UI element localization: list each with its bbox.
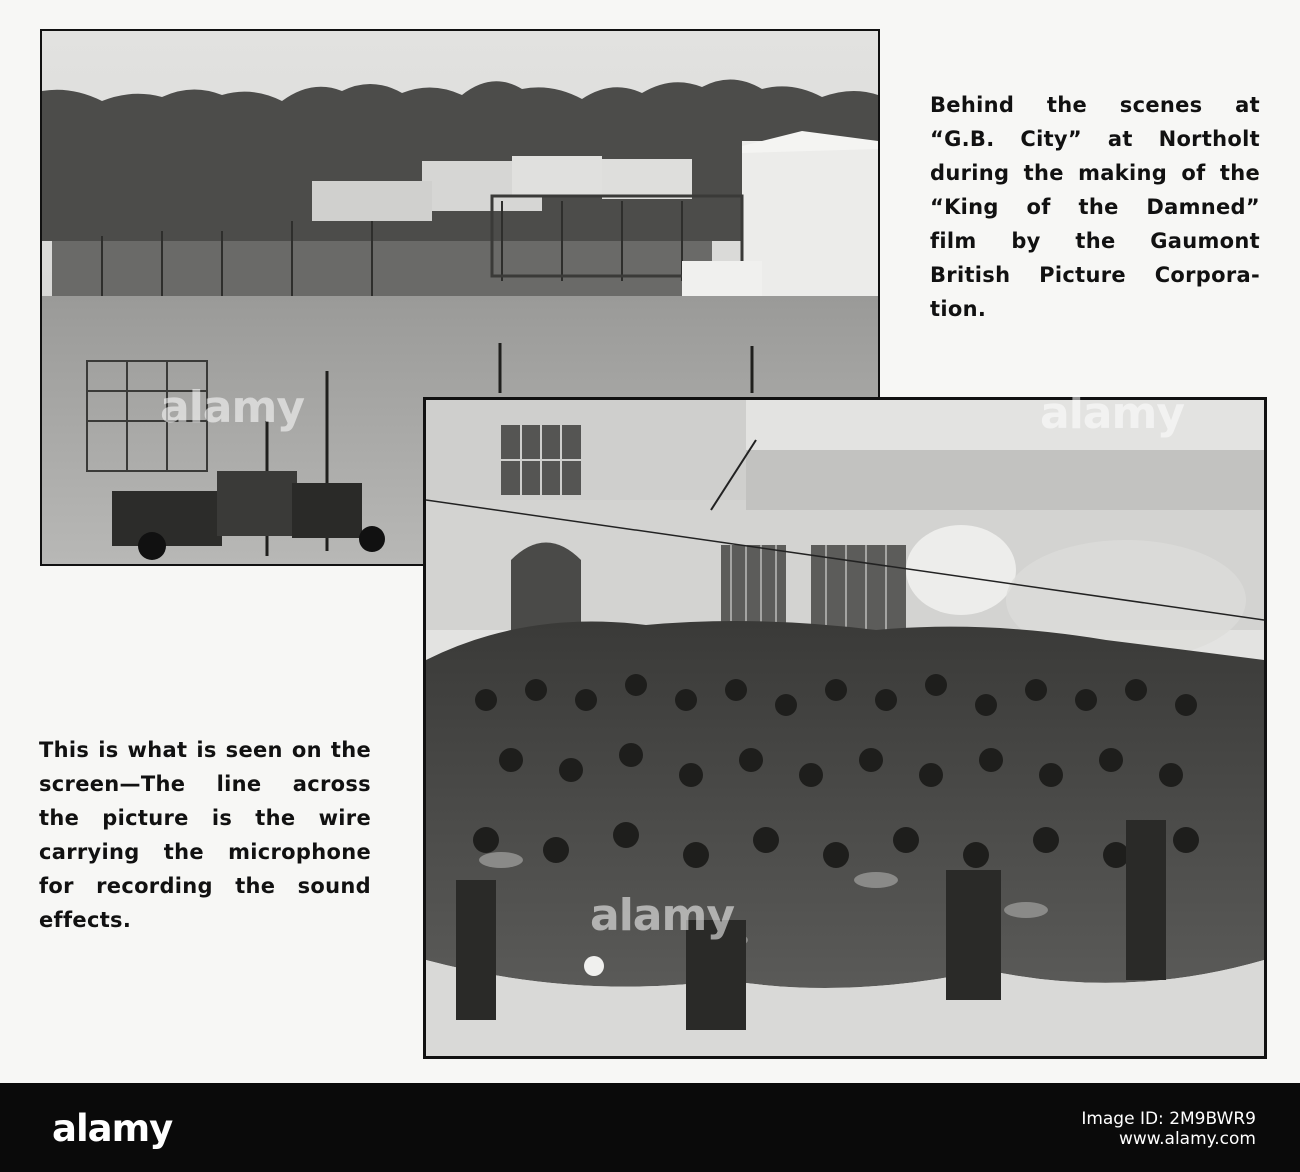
watermark-bar [0,1083,1300,1172]
caption-line: “G.B. City” at Northolt [930,127,1260,151]
watermark-overlay: alamy [1040,388,1184,439]
watermark-overlay: alamy [590,890,734,941]
top-caption [930,88,1260,326]
caption-line: screen—The line across [39,772,371,796]
image-id: Image ID: 2M9BWR9 [1081,1109,1256,1129]
caption-line: during the making of the [930,161,1260,185]
caption-line: the picture is the wire [39,806,371,830]
caption-line: “King of the Damned” [930,195,1260,219]
caption-line: for recording the sound [39,874,371,898]
image-id-block [1081,1109,1256,1149]
crowd-scene-photo [423,397,1267,1059]
caption-line: film by the Gaumont [930,229,1260,253]
site-link[interactable]: www.alamy.com [1118,1129,1256,1149]
caption-line: tion. [930,297,987,321]
caption-line: This is what is seen on the [39,738,371,762]
watermark-overlay: alamy [160,382,304,433]
alamy-logo[interactable]: alamy [52,1107,173,1150]
crowd-scene-photo-icon [426,400,1264,1056]
caption-line: effects. [39,908,132,932]
caption-line: Behind the scenes at [930,93,1260,117]
caption-line: British Picture Corpora- [930,263,1260,287]
bottom-caption [39,733,371,937]
caption-line: carrying the microphone [39,840,371,864]
